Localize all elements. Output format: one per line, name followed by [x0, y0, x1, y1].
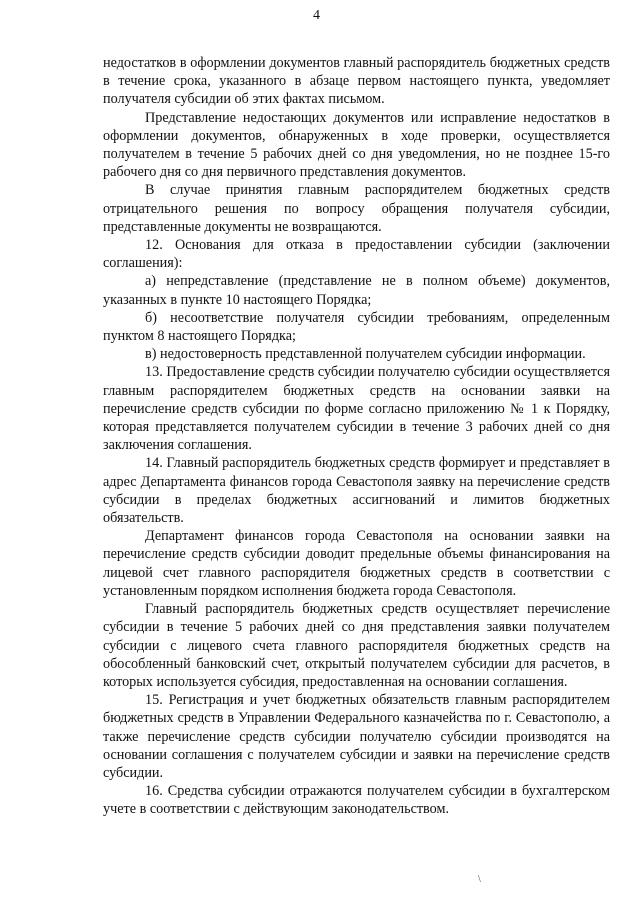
paragraph-item-12-b: б) несоответствие получателя субсидии требованиям, определенным пунктом 8 настоящего Порядка;	[103, 309, 610, 345]
paragraph-transfer: Главный распорядитель бюджетных средств осуществляет перечисление субсидии в течение 5 рабочих дней со дня представления заявки получателем субсидии с лицевого счета главного распорядителя бюджетных средств на обособленный банковский счет, открытый получателем субсидии для расчетов, в которых используется субсидия, предоставленная на основании соглашения.	[103, 601, 610, 690]
scan-mark: \	[478, 874, 481, 885]
paragraph-missing-documents: Представление недостающих документов или исправление недостатков в оформлении документов, обнаруженных в ходе проверки, осуществляется получателем в течение 5 рабочих дней со дня уведомления, но не позднее 15-го рабочего дня со дня первичного представления документов.	[103, 109, 610, 181]
paragraph-notice-continuation: недостатков в оформлении документов главный распорядитель бюджетных средств в течение срока, указанного в абзаце первом настоящего пункта, уведомляет получателя субсидии об этих фактах письмом.	[103, 55, 610, 108]
document-body	[103, 54, 610, 819]
paragraph-item-16: 16. Средства субсидии отражаются получателем субсидии в бухгалтерском учете в соответствии с действующим законодательством.	[103, 783, 610, 818]
paragraph-item-13: 13. Предоставление средств субсидии получателю субсидии осуществляется главным распорядителем бюджетных средств на основании заявки на перечисление средств субсидии по форме согласно приложению № 1 к Порядку, которая представляется получателем субсидии в течение 3 рабочих дней со дня заключения соглашения.	[103, 364, 610, 454]
paragraph-finance-department: Департамент финансов города Севастополя на основании заявки на перечисление средств субсидии доводит предельные объемы финансирования на лицевой счет главного распорядителя бюджетных средств в соответствии с установленным порядком исполнения бюджета города Севастополя.	[103, 528, 610, 599]
paragraph-item-12-v: в) недостоверность представленной получателем субсидии информации.	[145, 346, 586, 363]
page-number: 4	[313, 8, 320, 23]
paragraph-item-12-a: а) непредставление (представление не в полном объеме) документов, указанных в пункте 10 настоящего Порядка;	[103, 273, 610, 308]
paragraph-item-12: 12. Основания для отказа в предоставлении субсидии (заключении соглашения):	[103, 237, 610, 272]
paragraph-item-15: 15. Регистрация и учет бюджетных обязательств главным распорядителем бюджетных средств в Управлении Федерального казначейства по г. Севастополю, а также перечисление средств субсидии получателю субсидии производятся на основании соглашения с получателем субсидии и заявки на перечисление средств субсидии.	[103, 692, 610, 781]
paragraph-item-14: 14. Главный распорядитель бюджетных средств формирует и представляет в адрес Департамента финансов города Севастополя заявку на перечисление средств субсидии в пределах бюджетных ассигнований и лимитов бюджетных обязательств.	[103, 455, 610, 527]
paragraph-negative-decision: В случае принятия главным распорядителем бюджетных средств отрицательного решения по вопросу обращения получателя субсидии, представленные документы не возвращаются.	[103, 182, 610, 235]
